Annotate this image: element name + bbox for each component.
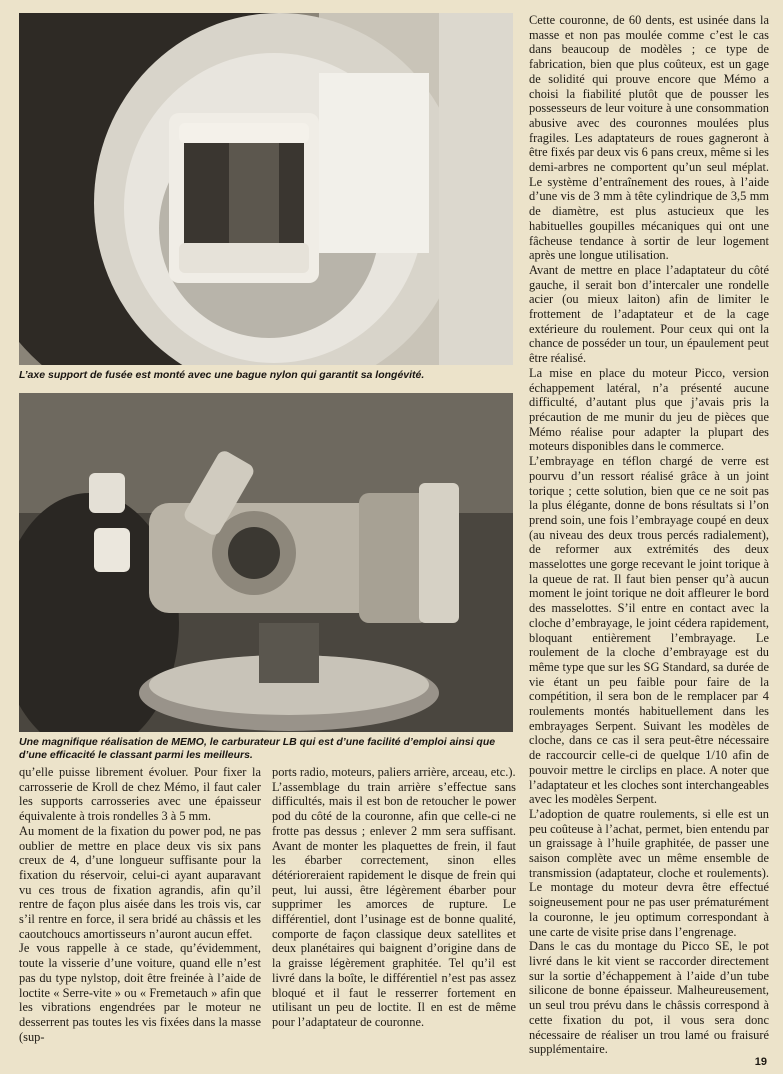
paragraph: L’embrayage en téflon chargé de verre est pourvu d’un ressort réalisé grâce à un joint torique ; cette solution, bien que ce ne soit pas la plus élégante, donne de bons résultats si l’on prend soin, une fois l’embrayage coupé en deux (au niveau des deux trous percés radialement), de reformer aux extrémités des deux masselottes une gorge recevant le joint torique à la queue de rat. Il faut bien penser qu’à aucun moment le joint torique ne doit affleurer le bord des masselottes. S’il entre en contact avec la cloche d’embrayage, le joint cédera rapidement, bloquant entièrement l’embrayage. Le roulement de la cloche d’embrayage est du même type que sur les SG Standard, sa durée de vie étant un peu faible pour faire de la compétition, il sera bon de le remplacer par 4 roulements montés habituellement dans les embrayages Serpent. Suivant les modèles de cloche, dans ce cas il sera peut-être nécessaire de raccourcir celle-ci de quelque 1/10 afin de pouvoir mettre le circlips en place. A noter que l’adaptateur et les cloches sont interchangeables avec les modèles Serpent.: [529, 454, 769, 807]
paragraph: qu’elle puisse librement évoluer. Pour fixer la carrosserie de Kroll de chez Mémo, il faut caler les supports carrosseries avec une épaisseur équivalente à trois rondelles 3 à 5 mm.: [19, 765, 261, 824]
wheel-hub-photo: [19, 13, 513, 365]
paragraph: Je vous rappelle à ce stade, qu’évidemment, toute la visserie d’une voiture, quand elle n’est pas du type nylstop, doit être freinée à l’aide de loctite « Serre-vite » ou « Fremetauch » afin que les vibrations engendrées par le moteur ne desserrent pas toutes les vis fixées dans la masse (sup-: [19, 941, 261, 1044]
photo1-caption: L’axe support de fusée est monté avec une bague nylon qui garantit sa longévité.: [19, 369, 425, 381]
paragraph: ports radio, moteurs, paliers arrière, arceau, etc.).: [272, 765, 516, 779]
photo2-caption: Une magnifique réalisation de MEMO, le carburateur LB qui est d’une facilité d’emploi ainsi que d’une efficacité le classant parmi les meilleurs.: [19, 736, 496, 761]
paragraph: Avant de mettre en place l’adaptateur du côté gauche, il serait bon d’intercaler une rondelle acier (ou mieux laiton) afin de limiter le frottement de l’adaptateur et de la cage extérieure du roulement. Pour ceux qui ont la chance de posséder un tour, un épaulement peut être réalisé.: [529, 262, 769, 366]
paragraph: L’adoption de quatre roulements, si elle est un peu coûteuse à l’achat, permet, bien entendu par un graissage à l’huile graphitée, de passer une saison complète avec un même ensemble de transmission (adaptateur, cloche et roulements). Le montage du moteur devra être effectué soigneusement pour ne pas user prématurément la couronne, le jeu optimum correspondant à une carte de visite prise dans l’engrenage.: [529, 806, 769, 939]
left-column: [19, 765, 261, 1065]
page-number: 19: [754, 1056, 767, 1068]
paragraph: Cette couronne, de 60 dents, est usinée dans la masse et non pas moulée comme c’est le cas dans beaucoup de modèles ; ce type de fabrication, bien que plus coûteux, est un gage de solidité qui prouve encore que Mémo a choisi la fiabilité plutôt que de pousser les possesseurs de leur voiture à une consommation abusive avec des couronnes moulées plus fragiles. Les adaptateurs de roues gagneront à être fixés par deux vis 6 pans creux, même si les demi-arbres ne comportent qu’un seul méplat. Le système d’entraînement des roues, à l’aide d’une vis de 3 mm à tête cylindrique de 3,5 mm de diamètre, est plus astucieux que les habituelles goupilles mécaniques qui ont une fâcheuse tendance à sortir de leur logement après une longue utilisation.: [529, 13, 769, 263]
carburetor-photo: [19, 393, 513, 732]
right-column: [529, 13, 769, 1063]
paragraph: Au moment de la fixation du power pod, ne pas oublier de mettre en place deux vis six pans creux de 4, d’une longueur suffisante pour la fixation du réservoir, celui-ci ayant auparavant vu ces trous de fixation agrandis, afin qu’il rentre de façon plus aisée dans les trois vis, car s’il rentre en force, il sera bridé au châssis et les caoutchoucs amortisseurs n’auront aucun effet.: [19, 823, 261, 941]
middle-column: [272, 765, 516, 1065]
paragraph: La mise en place du moteur Picco, version échappement latéral, n’a présenté aucune difficulté, d’autant plus que j’avais pris la précaution de me munir du jeu de pièces que Mémo réalise pour adapter la plupart des moteurs disponibles dans le commerce.: [529, 365, 769, 454]
paragraph: L’assemblage du train arrière s’effectue sans difficultés, mais il est bon de retoucher le power pod du côté de la couronne, afin que celle-ci ne frotte pas dessus ; enlever 2 mm sera suffisant. Avant de monter les plaquettes de frein, il faut les ébarber correctement, sinon elles détérioreraient rapidement le disque de frein qui peut, lui aussi, être légèrement ébarber pour supprimer les amorces de rupture. Le différentiel, dont l’usinage est de bonne qualité, comporte de façon classique deux satellites et deux planétaires qui baignent d’origine dans de la graisse légèrement graphitée. Tel qu’il est livré dans la boîte, le différentiel n’est pas assez bloqué et il faut le resserrer fortement en utilisant un peu de loctite. Il en est de même pour l’adaptateur de couronne.: [272, 779, 516, 1029]
paragraph: Dans le cas du montage du Picco SE, le pot livré dans le kit vient se raccorder directement sur la sortie d’échappement à l’aide d’un tube silicone de bonne épaisseur. Malheureusement, un seul trou prévu dans le châssis correspond à cette fixation du pot, il vous sera donc nécessaire de réaliser un trou lamé ou fraisuré supplémentaire.: [529, 939, 769, 1057]
